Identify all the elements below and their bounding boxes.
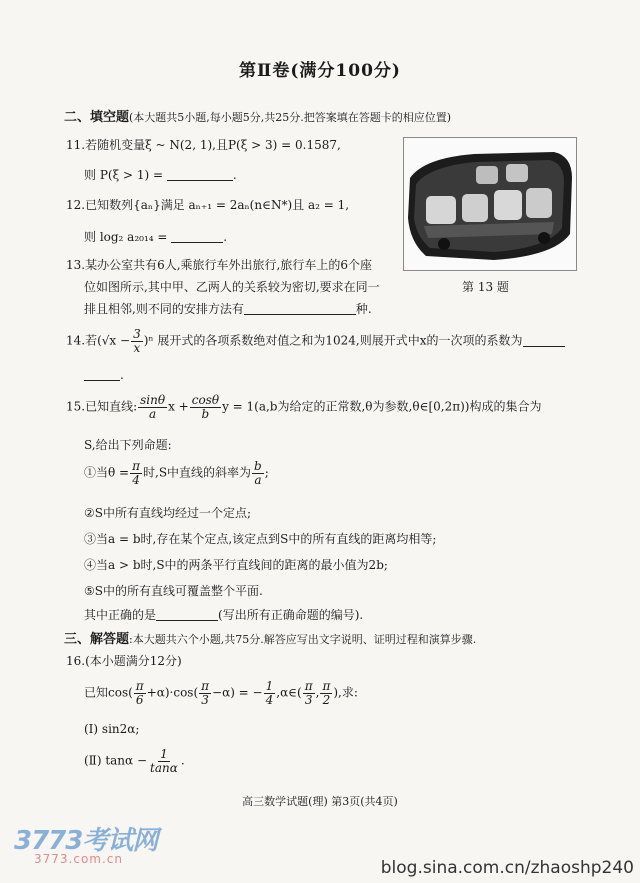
blog-watermark: blog.sina.com.cn/zhaoshp240 bbox=[380, 858, 634, 878]
q15-frac2 bbox=[190, 394, 221, 420]
section-solve-heading-row bbox=[64, 628, 476, 647]
q15-ask-post: (写出所有正确命题的编号). bbox=[218, 608, 364, 622]
q16-num3: 1 bbox=[265, 679, 274, 693]
q14-line1 bbox=[66, 328, 565, 354]
q15-pre: 15.已知直线: bbox=[66, 399, 138, 414]
q16-p2-num: 1 bbox=[160, 747, 168, 761]
q13-line1: 13.某办公室共有6人,乘旅行车外出旅行,旅行车上的6个座 bbox=[66, 258, 372, 272]
q13-tail: 种. bbox=[355, 302, 372, 316]
q15-answer-blank bbox=[156, 608, 218, 621]
q15-p1-num2: b bbox=[254, 459, 262, 473]
q11-answer-blank bbox=[167, 168, 233, 181]
q16-den1: 6 bbox=[135, 692, 144, 707]
q15-ask bbox=[84, 606, 363, 623]
q15-p1-post: ; bbox=[264, 465, 269, 480]
q11-line2: 则 P(ξ > 1) = . bbox=[84, 168, 237, 182]
q15-prop1 bbox=[84, 460, 269, 486]
q12-ask: 则 log₂ a₂₀₁₄ = bbox=[84, 230, 172, 244]
q12-line2: 则 log₂ a₂₀₁₄ = . bbox=[84, 230, 228, 244]
q13-line2: 位如图所示,其中甲、乙两人的关系较为密切,要求在同一 bbox=[84, 280, 380, 294]
section-fill-heading: 二、填空题 bbox=[64, 110, 130, 125]
q15-f1-den: a bbox=[149, 406, 157, 421]
q14-frac-num: 3 bbox=[133, 327, 141, 341]
q16-frac5 bbox=[320, 680, 332, 706]
q16-p2-den: tanα bbox=[150, 760, 178, 775]
q14-answer-blank bbox=[523, 334, 565, 347]
q16-given bbox=[84, 680, 358, 706]
q16-part1: (Ⅰ) sin2α; bbox=[84, 722, 140, 736]
q16-head: 16.(本小题满分12分) bbox=[66, 654, 182, 668]
section-fill-note: (本大题共5小题,每小题5分,共25分.把答案填在答题卡的相应位置) bbox=[129, 111, 452, 124]
q13-ask: 排且相邻,则不同的安排方法有 bbox=[84, 302, 244, 316]
q16-mid2: −α) = − bbox=[212, 685, 263, 700]
q16-den2: 3 bbox=[201, 692, 209, 707]
q16-num1: π bbox=[135, 679, 144, 693]
q15-line2: S,给出下列命题: bbox=[84, 438, 172, 452]
q16-frac1 bbox=[134, 680, 146, 706]
q13-line3 bbox=[84, 300, 372, 317]
q15-p1-den: 4 bbox=[132, 472, 140, 487]
q15-p1-frac bbox=[130, 460, 142, 486]
q14-post: )ⁿ 展开式的各项系数绝对值之和为1024,则展开式中x的一次项的系数为 bbox=[143, 333, 523, 348]
q15-prop5: ⑤S中的所有直线可覆盖整个平面. bbox=[84, 584, 263, 598]
q14-pre: 14.若(√x − bbox=[66, 333, 131, 348]
q15-p1-pre: ①当θ = bbox=[84, 465, 130, 480]
q11-line1: 11.若随机变量ξ ~ N(2, 1),且P(ξ > 3) = 0.1587, bbox=[66, 138, 341, 152]
section-solve-heading: 三、解答题 bbox=[64, 632, 130, 647]
q11-ask: 则 P(ξ > 1) = bbox=[84, 168, 167, 182]
q16-mid1: +α)·cos( bbox=[146, 685, 199, 700]
q16-p2-post: . bbox=[180, 753, 185, 768]
q14-frac-den: x bbox=[133, 340, 141, 355]
q16-part2-pre: (Ⅱ) tanα − bbox=[84, 753, 148, 768]
q15-p1-frac2 bbox=[252, 460, 264, 486]
q16-frac2 bbox=[199, 680, 211, 706]
page-title: 第Ⅱ卷(满分100分) bbox=[239, 61, 401, 81]
q15-f2-num: cosθ bbox=[191, 393, 220, 407]
q15-prop2: ②S中所有直线均经过一个定点; bbox=[84, 506, 252, 520]
q15-f1-num: sinθ bbox=[140, 393, 166, 407]
q12-line1: 12.已知数列{aₙ}满足 aₙ₊₁ = 2aₙ(n∈N*)且 a₂ = 1, bbox=[66, 198, 350, 212]
car-interior-image bbox=[404, 138, 576, 270]
q16-p2-frac bbox=[148, 748, 180, 774]
q13-figure-caption: 第 13 题 bbox=[462, 280, 509, 294]
q16-num2: π bbox=[201, 679, 210, 693]
q14-line2 bbox=[84, 368, 124, 382]
q15-p1-mid: 时,S中直线的斜率为 bbox=[143, 465, 252, 480]
q15-prop3: ③当a = b时,存在某个定点,该定点到S中的所有直线的距离均相等; bbox=[84, 532, 437, 546]
section-solve-note: :本大题共六个小题,共75分.解答应写出文字说明、证明过程和演算步骤. bbox=[129, 633, 477, 646]
site-logo: 3773考试网 bbox=[14, 826, 158, 856]
q15-line1 bbox=[66, 394, 541, 420]
q16-comma: , bbox=[315, 685, 320, 700]
q16-post: ),求: bbox=[333, 685, 358, 700]
q14-line2-tail: . bbox=[120, 368, 124, 382]
q15-prop4: ④当a > b时,S中的两条平行直线间的距离的最小值为2b; bbox=[84, 558, 388, 572]
q14-answer-blank-cont bbox=[84, 368, 120, 381]
q16-given-pre: 已知cos( bbox=[84, 685, 133, 700]
site-logo-url: 3773.com.cn bbox=[34, 852, 123, 866]
q16-den4: 3 bbox=[304, 692, 313, 707]
q16-mid3: ,α∈( bbox=[276, 685, 302, 700]
q14-fraction bbox=[131, 328, 143, 354]
car-seating-figure bbox=[403, 137, 577, 271]
q16-part2 bbox=[84, 748, 185, 774]
q15-ask-pre: 其中正确的是 bbox=[84, 608, 157, 622]
q16-den3: 4 bbox=[265, 692, 274, 707]
q16-frac3 bbox=[264, 680, 276, 706]
page-footer: 高三数学试题(理) 第3页(共4页) bbox=[242, 795, 398, 808]
section-fill-heading-row bbox=[64, 106, 451, 125]
q15-f2-den: b bbox=[201, 406, 210, 421]
q16-num5: π bbox=[322, 679, 331, 693]
q15-post: y = 1(a,b为给定的正常数,θ为参数,θ∈[0,2π))构成的集合为 bbox=[222, 399, 542, 414]
q15-p1-num: π bbox=[132, 459, 140, 473]
q13-answer-blank bbox=[244, 302, 356, 315]
q16-den5: 2 bbox=[322, 692, 331, 707]
q15-frac1 bbox=[138, 394, 167, 420]
q16-frac4 bbox=[303, 680, 315, 706]
q12-answer-blank bbox=[171, 230, 223, 243]
q16-num4: π bbox=[304, 679, 313, 693]
q15-mid1: x + bbox=[168, 399, 189, 414]
q15-p1-den2: a bbox=[254, 472, 262, 487]
